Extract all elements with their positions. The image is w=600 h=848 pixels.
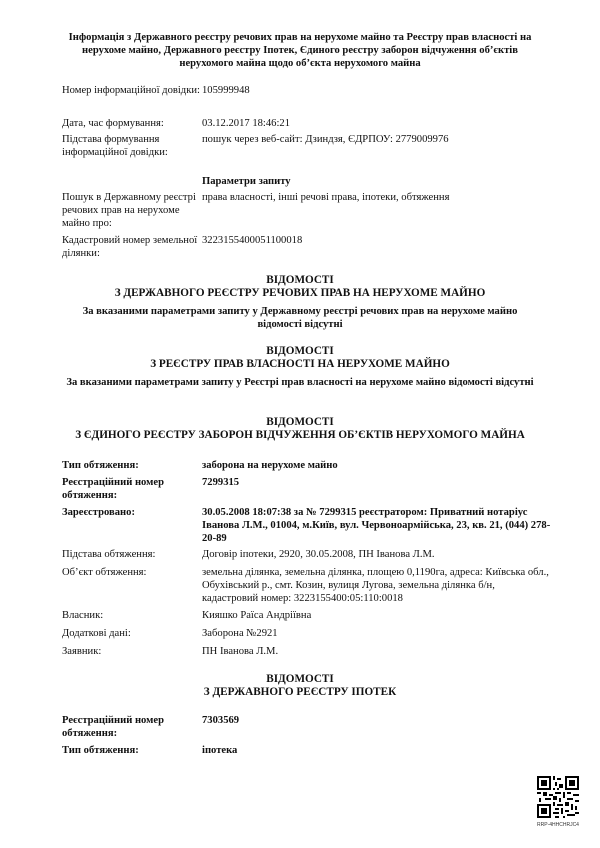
field-label: Об’єкт обтяження: bbox=[62, 567, 147, 578]
field-value: земельна ділянка, земельна ділянка, площею 0,1190га, адреса: Київська обл., Обухівський р., смт. Козин, вулиця Лугова, земельна ділянка б/н, кадастровий номер: 3223155400:05:110:0018 bbox=[202, 567, 549, 604]
field-value: ПН Іванова Л.М. bbox=[202, 646, 279, 657]
field-label: Реєстраційний номер обтяження: bbox=[62, 715, 164, 739]
info-value: пошук через веб-сайт: Дзиндзя, ЄДРПОУ: 2779009976 bbox=[202, 134, 449, 145]
qr-code-icon bbox=[537, 776, 579, 818]
section2-title-2: З РЕЄСТРУ ПРАВ ВЛАСНОСТІ НА НЕРУХОМЕ МАЙНО bbox=[150, 358, 450, 370]
query-value: 3223155400051100018 bbox=[202, 235, 303, 246]
field-label: Заявник: bbox=[62, 646, 102, 657]
section1-note: За вказаними параметрами запиту у Державному реєстрі речових прав на нерухоме майно відомості відсутні bbox=[82, 306, 518, 330]
field-value: 7303569 bbox=[202, 715, 240, 726]
field-value: Кияшко Раїса Андріївна bbox=[202, 610, 312, 621]
field-value: Договір іпотеки, 2920, 30.05.2008, ПН Іванова Л.М. bbox=[202, 549, 435, 560]
field-label: Реєстраційний номер обтяження: bbox=[62, 477, 164, 501]
field-value: 7299315 bbox=[202, 477, 240, 488]
info-label: Підстава формування інформаційної довідки: bbox=[62, 134, 168, 158]
field-label: Додаткові дані: bbox=[62, 628, 131, 639]
qr-code-id: RRP-4HHCHRJC4 bbox=[537, 822, 579, 828]
document-title: Інформація з Державного реєстру речових прав на нерухоме майно та Реєстру прав власності на нерухоме майно, Державного реєстру Іпотек, Єдиного реєстру заборон відчуження об’єктів нерухомого майна щодо об’єкта нерухомого майна bbox=[68, 32, 532, 69]
section2-note: За вказаними параметрами запиту у Реєстрі прав власності на нерухоме майно відомості відсутні bbox=[66, 377, 534, 388]
field-label: Зареєстровано: bbox=[62, 507, 135, 518]
section4-title-2: З ДЕРЖАВНОГО РЕЄСТРУ ІПОТЕК bbox=[203, 686, 397, 698]
info-value: 03.12.2017 18:46:21 bbox=[202, 118, 290, 129]
field-value: 30.05.2008 18:07:38 за № 7299315 реєстратором: Приватний нотаріус Іванова Л.М., 01004, м.Київ, вул. Червоноармійська, 23, кв. 21, (044) 278-20-89 bbox=[202, 507, 551, 544]
field-label: Підстава обтяження: bbox=[62, 549, 156, 560]
section1-title-2: З ДЕРЖАВНОГО РЕЄСТРУ РЕЧОВИХ ПРАВ НА НЕРУХОМЕ МАЙНО bbox=[114, 287, 486, 299]
info-label: Дата, час формування: bbox=[62, 118, 164, 129]
query-value: права власності, інші речові права, іпотеки, обтяження bbox=[202, 192, 450, 203]
section3-title-1: ВІДОМОСТІ bbox=[266, 416, 334, 428]
section4-title-1: ВІДОМОСТІ bbox=[266, 673, 334, 685]
info-label: Номер інформаційної довідки: bbox=[62, 85, 200, 96]
field-label: Тип обтяження: bbox=[62, 460, 139, 471]
section2-title-1: ВІДОМОСТІ bbox=[266, 345, 334, 357]
section3-title-2: З ЄДИНОГО РЕЄСТРУ ЗАБОРОН ВІДЧУЖЕННЯ ОБ’ЄКТІВ НЕРУХОМОГО МАЙНА bbox=[75, 429, 525, 441]
field-value: іпотека bbox=[202, 745, 238, 756]
info-value: 105999948 bbox=[202, 85, 250, 96]
query-label: Кадастровий номер земельної ділянки: bbox=[62, 235, 198, 259]
query-title: Параметри запиту bbox=[202, 176, 291, 187]
field-value: Заборона №2921 bbox=[202, 628, 278, 639]
query-label: Пошук в Державному реєстрі речових прав на нерухоме майно про: bbox=[62, 192, 196, 229]
field-label: Власник: bbox=[62, 610, 104, 621]
section1-title-1: ВІДОМОСТІ bbox=[266, 274, 334, 286]
field-label: Тип обтяження: bbox=[62, 745, 139, 756]
field-value: заборона на нерухоме майно bbox=[202, 460, 338, 471]
